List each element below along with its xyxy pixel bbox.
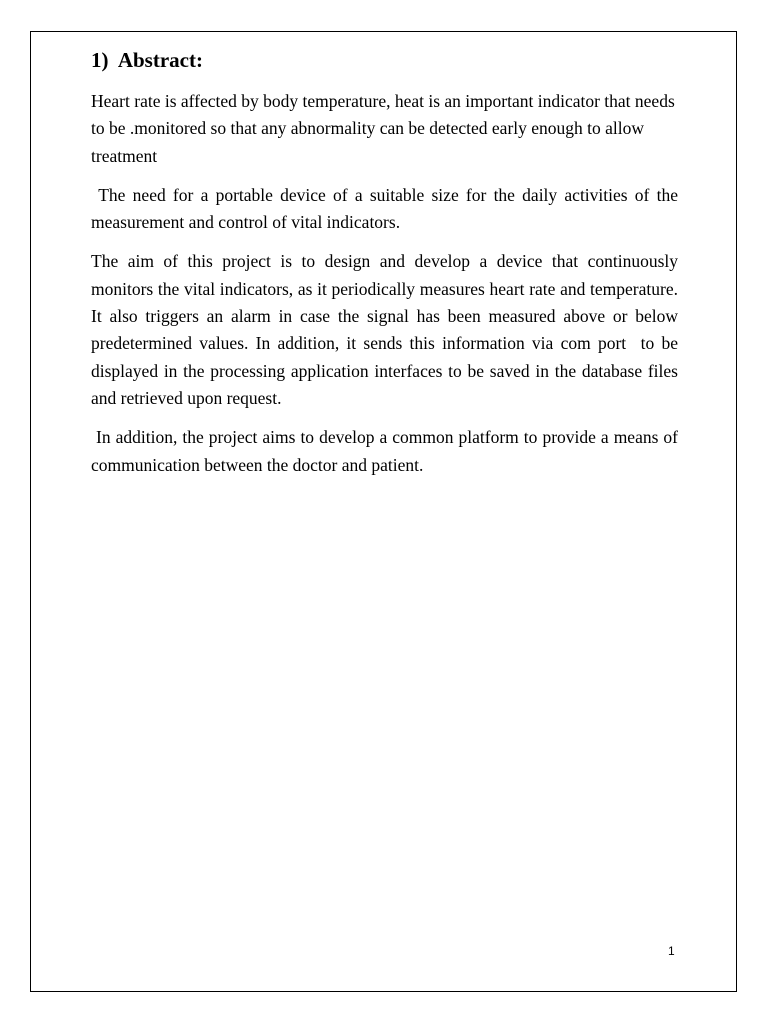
paragraph-common-platform: In addition, the project aims to develop a common platform to provide a means of communication between the doctor and patient. <box>91 427 683 475</box>
paragraph-project-aim: The aim of this project is to design and develop a device that continuously monitors the vital indicators, as it periodically measures heart rate and temperature. It also triggers an alarm in case the signal has been measured above or below predetermined values. In addition, it sends this information via com port to be displayed in the processing application interfaces to be saved in the database files and retrieved upon request. <box>91 251 683 408</box>
paragraph-portable-device: The need for a portable device of a suitable size for the daily activities of the measurement and control of vital indicators. <box>91 184 683 233</box>
section-heading: 1) Abstract: <box>91 48 203 72</box>
page-number: 1 <box>668 944 675 958</box>
document-body <box>91 46 683 491</box>
paragraph-heart-rate: Heart rate is affected by body temperature, heat is an important indicator that needs to be .monitored so that any abnormality can be detected early enough to allow treatment <box>91 91 680 166</box>
